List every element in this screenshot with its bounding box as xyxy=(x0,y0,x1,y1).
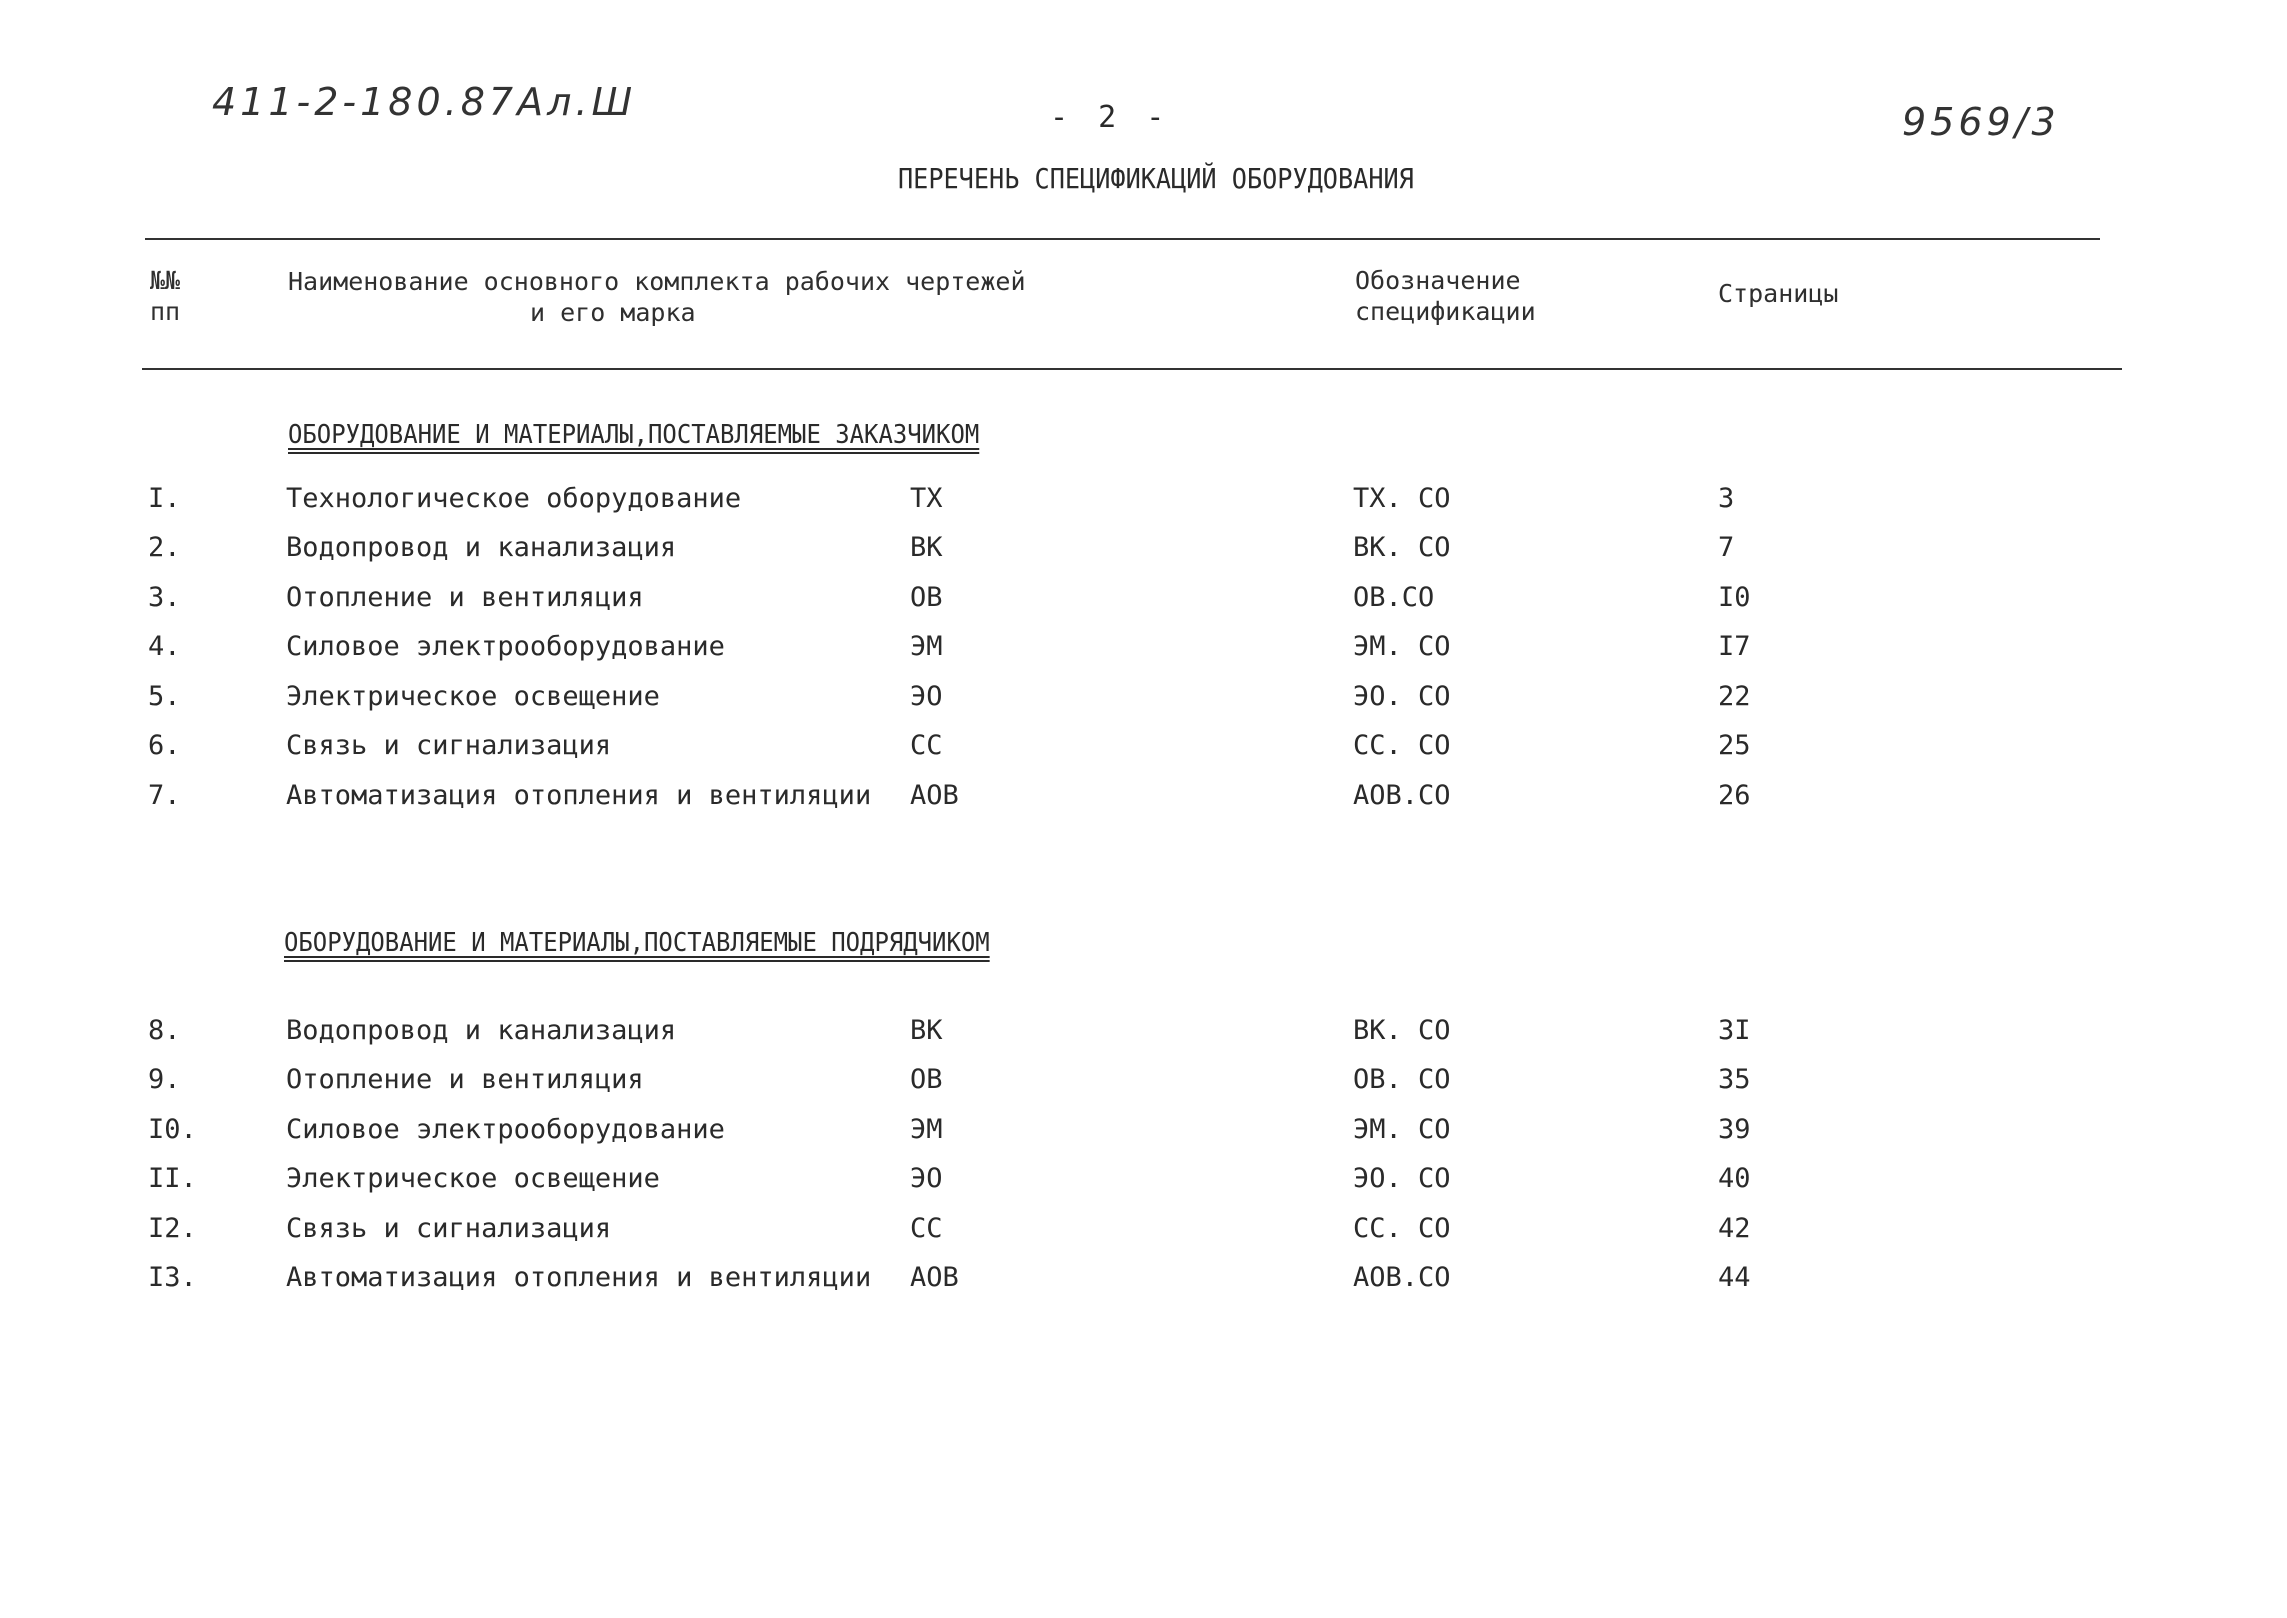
row-number: 8. xyxy=(148,1015,181,1046)
row-number: I0. xyxy=(148,1114,197,1145)
row-specification: АОВ.СО xyxy=(1353,1262,1451,1293)
row-number: I2. xyxy=(148,1213,197,1244)
column-header-name-line1: Наименование основного комплекта рабочих чертежей xyxy=(288,267,1026,296)
row-mark: ТХ xyxy=(910,483,943,514)
row-specification: ОВ. СО xyxy=(1353,1064,1451,1095)
row-specification: ЭО. СО xyxy=(1353,1163,1451,1194)
row-specification: СС. СО xyxy=(1353,1213,1451,1244)
table-row xyxy=(0,631,2287,671)
row-page: 3I xyxy=(1718,1015,1751,1046)
document-title: ПЕРЕЧЕНЬ СПЕЦИФИКАЦИЙ ОБОРУДОВАНИЯ xyxy=(898,162,1414,195)
row-name: Связь и сигнализация xyxy=(286,1213,612,1244)
row-number: 2. xyxy=(148,532,181,563)
page-number: - 2 - xyxy=(1050,100,1171,135)
section-title-contractor: ОБОРУДОВАНИЕ И МАТЕРИАЛЫ,ПОСТАВЛЯЕМЫЕ ПОДРЯДЧИКОМ xyxy=(284,928,990,958)
table-row xyxy=(0,1213,2287,1253)
row-name: Электрическое освещение xyxy=(286,1163,660,1194)
document-number: 9569/3 xyxy=(1902,100,2060,144)
row-number: I. xyxy=(148,483,181,514)
row-number: II. xyxy=(148,1163,197,1194)
table-row xyxy=(0,1163,2287,1203)
row-page: 42 xyxy=(1718,1213,1751,1244)
column-header-number xyxy=(150,265,210,327)
column-header-pages: Страницы xyxy=(1718,279,1839,308)
row-name: Автоматизация отопления и вентиляции xyxy=(286,1262,872,1293)
row-number: 6. xyxy=(148,730,181,761)
table-row xyxy=(0,582,2287,622)
document-code: 411-2-180.87Ал.Ш xyxy=(212,80,637,124)
row-page: 22 xyxy=(1718,681,1751,712)
row-name: Технологическое оборудование xyxy=(286,483,742,514)
table-row xyxy=(0,730,2287,770)
row-specification: ВК. СО xyxy=(1353,532,1451,563)
row-name: Силовое электрооборудование xyxy=(286,1114,725,1145)
column-header-spec-line2: спецификации xyxy=(1355,297,1536,326)
row-mark: ЭМ xyxy=(910,1114,943,1145)
row-mark: ВК xyxy=(910,1015,943,1046)
table-header-rule xyxy=(142,368,2122,370)
row-mark: ВК xyxy=(910,532,943,563)
column-header-spec-line1: Обозначение xyxy=(1355,266,1521,295)
row-specification: ВК. СО xyxy=(1353,1015,1451,1046)
row-name: Отопление и вентиляция xyxy=(286,1064,644,1095)
row-page: I0 xyxy=(1718,582,1751,613)
row-specification: АОВ.СО xyxy=(1353,780,1451,811)
table-row xyxy=(0,1064,2287,1104)
row-mark: ЭО xyxy=(910,1163,943,1194)
row-page: 39 xyxy=(1718,1114,1751,1145)
table-row xyxy=(0,1262,2287,1302)
table-row xyxy=(0,532,2287,572)
row-specification: ОВ.СО xyxy=(1353,582,1435,613)
row-number: 3. xyxy=(148,582,181,613)
section-title-customer: ОБОРУДОВАНИЕ И МАТЕРИАЛЫ,ПОСТАВЛЯЕМЫЕ ЗАКАЗЧИКОМ xyxy=(288,420,980,450)
row-specification: ЭО. СО xyxy=(1353,681,1451,712)
column-header-number-line2: пп xyxy=(150,297,181,326)
table-row xyxy=(0,1015,2287,1055)
row-name: Силовое электрооборудование xyxy=(286,631,725,662)
table-row xyxy=(0,780,2287,820)
row-number: I3. xyxy=(148,1262,197,1293)
row-number: 4. xyxy=(148,631,181,662)
row-page: I7 xyxy=(1718,631,1751,662)
row-mark: ЭО xyxy=(910,681,943,712)
row-specification: ЭМ. СО xyxy=(1353,631,1451,662)
row-specification: ТХ. СО xyxy=(1353,483,1451,514)
row-name: Связь и сигнализация xyxy=(286,730,612,761)
column-header-number-line1: №№ xyxy=(150,266,181,295)
table-row xyxy=(0,681,2287,721)
column-header-name xyxy=(288,266,1068,328)
row-mark: ОВ xyxy=(910,1064,943,1095)
table-row xyxy=(0,1114,2287,1154)
row-name: Автоматизация отопления и вентиляции xyxy=(286,780,872,811)
row-name: Водопровод и канализация xyxy=(286,1015,677,1046)
row-mark: АОВ xyxy=(910,1262,959,1293)
row-name: Отопление и вентиляция xyxy=(286,582,644,613)
row-page: 7 xyxy=(1718,532,1735,563)
row-page: 3 xyxy=(1718,483,1735,514)
row-mark: СС xyxy=(910,730,943,761)
row-number: 7. xyxy=(148,780,181,811)
column-header-specification xyxy=(1355,265,1615,327)
row-name: Электрическое освещение xyxy=(286,681,660,712)
row-mark: АОВ xyxy=(910,780,959,811)
row-page: 25 xyxy=(1718,730,1751,761)
table-row xyxy=(0,483,2287,523)
row-specification: СС. СО xyxy=(1353,730,1451,761)
row-mark: ОВ xyxy=(910,582,943,613)
row-name: Водопровод и канализация xyxy=(286,532,677,563)
row-number: 5. xyxy=(148,681,181,712)
column-header-name-line2: и его марка xyxy=(530,298,696,327)
row-mark: ЭМ xyxy=(910,631,943,662)
row-mark: СС xyxy=(910,1213,943,1244)
table-top-rule xyxy=(145,238,2100,240)
row-number: 9. xyxy=(148,1064,181,1095)
row-page: 35 xyxy=(1718,1064,1751,1095)
row-page: 44 xyxy=(1718,1262,1751,1293)
row-page: 40 xyxy=(1718,1163,1751,1194)
row-specification: ЭМ. СО xyxy=(1353,1114,1451,1145)
row-page: 26 xyxy=(1718,780,1751,811)
